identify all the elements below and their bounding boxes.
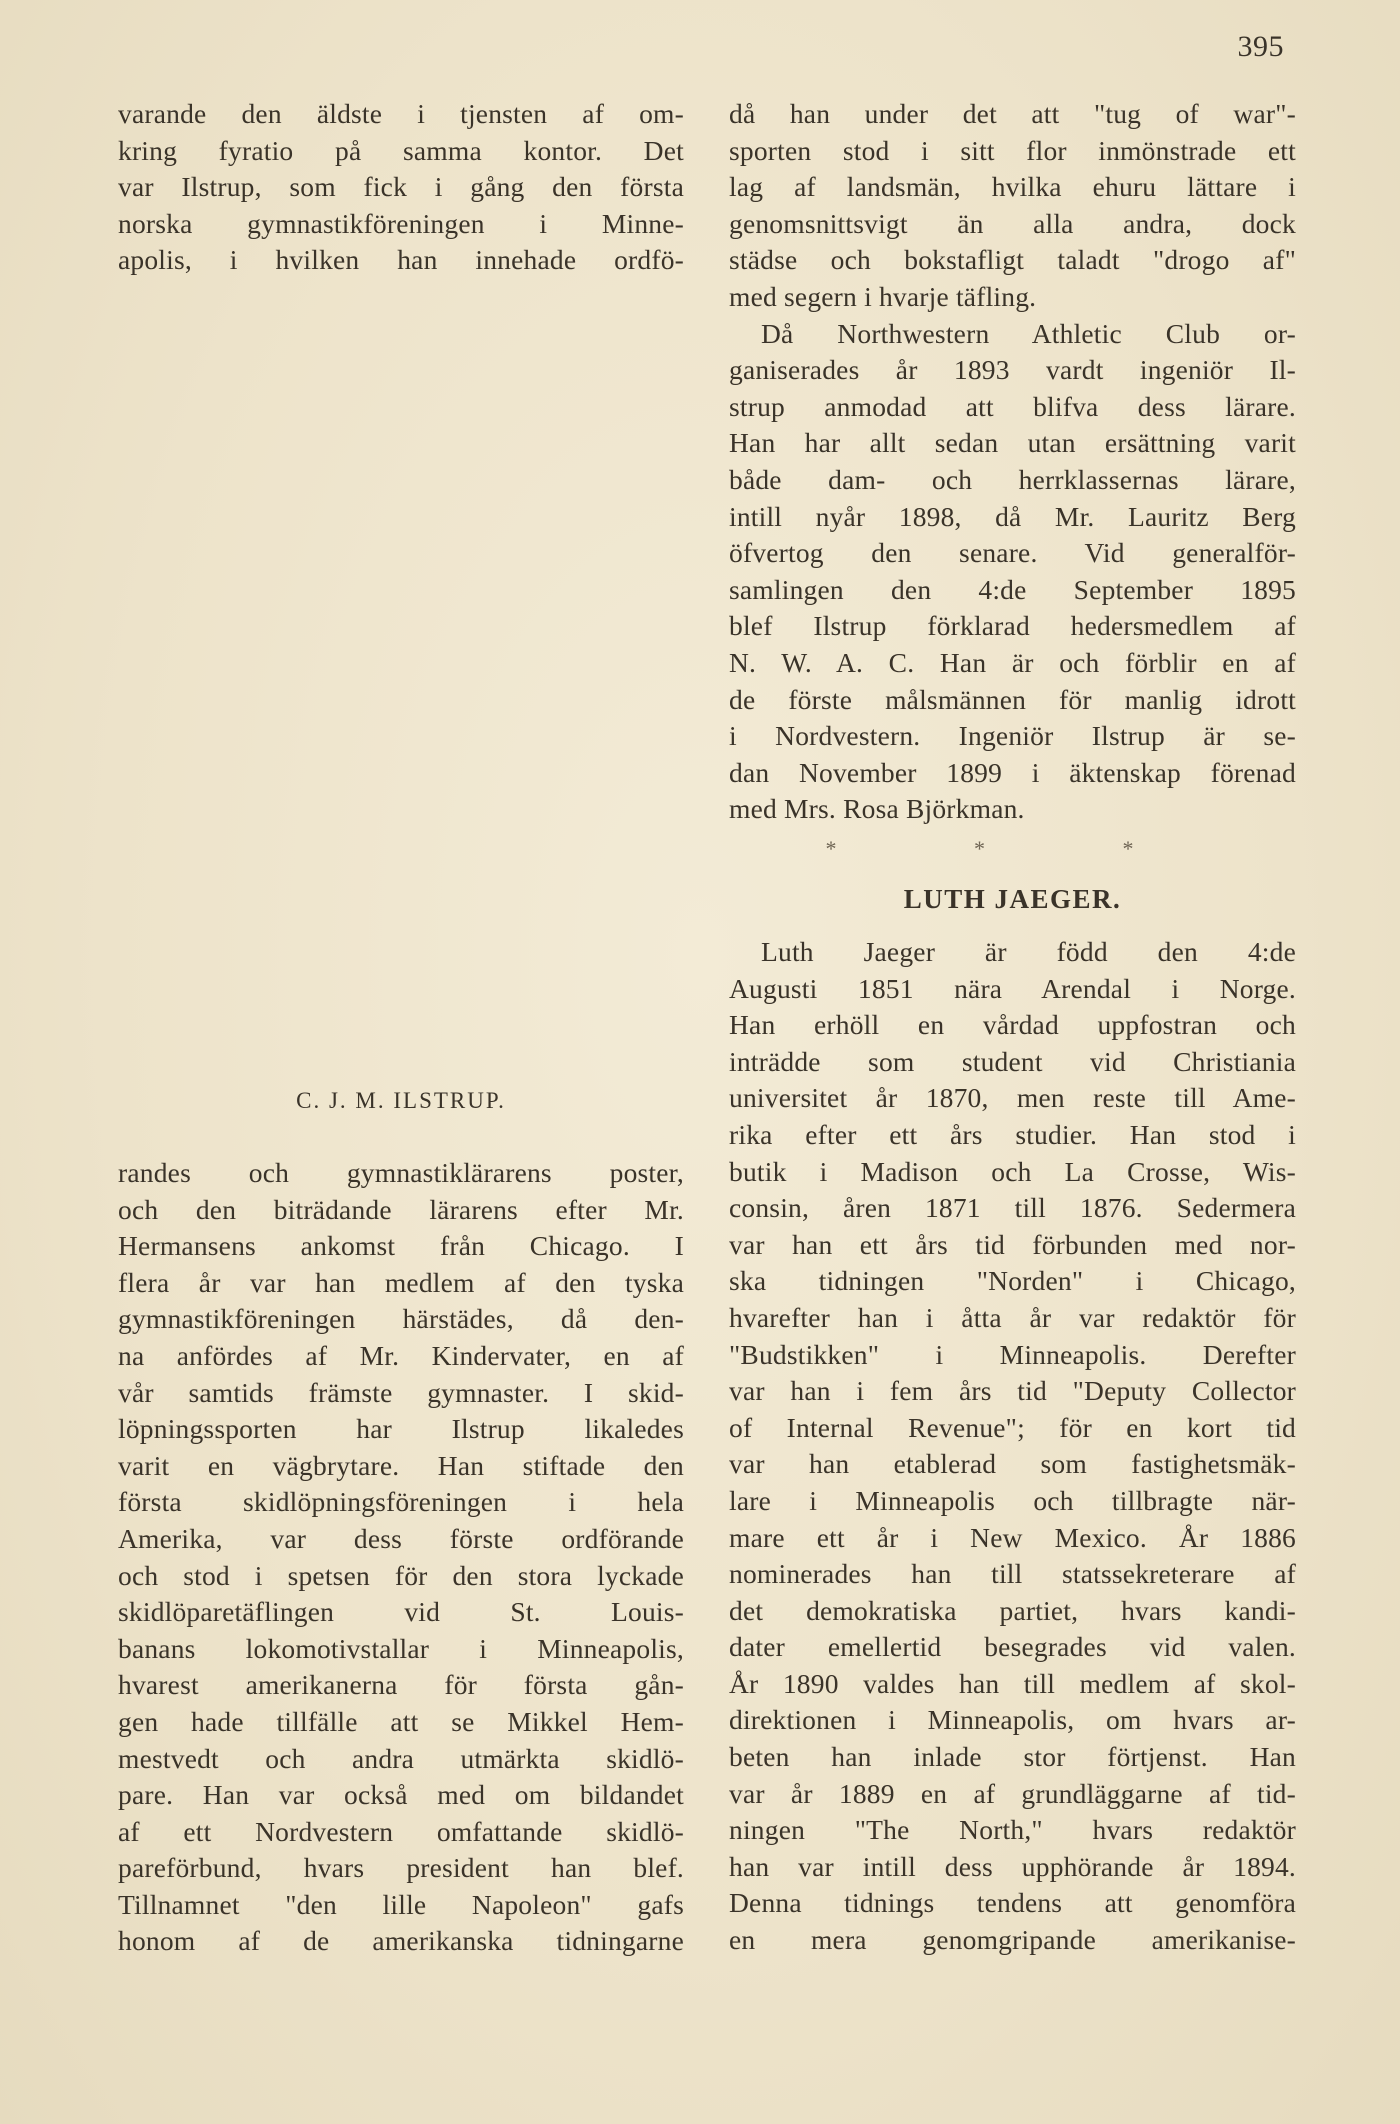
text-line: dater emellertid besegrades vid valen. <box>729 1631 1296 1663</box>
text-line: varit en vägbrytare. Han stiftade den <box>118 1449 684 1481</box>
text-line: i Nordvestern. Ingeniör Ilstrup är se- <box>729 720 1296 752</box>
text-line: första skidlöpningsföreningen i hela <box>118 1486 684 1518</box>
text-line: löpningssporten har Ilstrup likaledes <box>118 1413 684 1445</box>
text-line: gen hade tillfälle att se Mikkel Hem- <box>118 1705 684 1737</box>
text-line: öfvertog den senare. Vid generalför- <box>729 537 1296 569</box>
text-line: lag af landsmän, hvilka ehuru lättare i <box>729 171 1296 203</box>
text-line: med Mrs. Rosa Björkman. <box>729 793 1025 825</box>
text-line: na anfördes af Mr. Kindervater, en af <box>118 1339 684 1371</box>
text-line: Han erhöll en vårdad uppfostran och <box>729 1009 1296 1041</box>
text-line: beten han inlade stor förtjenst. Han <box>729 1741 1296 1773</box>
text-line: rika efter ett års studier. Han stod i <box>729 1118 1296 1150</box>
text-line: banans lokomotivstallar i Minneapolis, <box>118 1632 684 1664</box>
text-line: randes och gymnastiklärarens poster, <box>118 1157 684 1188</box>
text-line: sporten stod i sitt flor inmönstrade ett <box>729 134 1296 166</box>
left-column-top <box>118 96 684 279</box>
text-line: pareförbund, hvars president han blef. <box>118 1852 684 1884</box>
text-line: mare ett år i New Mexico. År 1886 <box>729 1521 1296 1553</box>
text-line: inträdde som student vid Christiania <box>729 1045 1296 1077</box>
left-column-bottom <box>118 1155 684 1960</box>
text-line: både dam- och herrklassernas lärare, <box>729 463 1296 495</box>
text-line: honom af de amerikanska tidningarne <box>118 1925 684 1957</box>
text-line: han var intill dess upphörande år 1894. <box>729 1850 1296 1882</box>
text-line: blef Ilstrup förklarad hedersmedlem af <box>729 610 1296 642</box>
portrait-engraving <box>142 305 682 1035</box>
text-line: kring fyratio på samma kontor. Det <box>118 134 684 166</box>
text-line: med segern i hvarje täfling. <box>729 280 1037 312</box>
text-line: var han i fem års tid "Deputy Collector <box>729 1375 1296 1407</box>
text-line: strup anmodad att blifva dess lärare. <box>729 390 1296 422</box>
text-line: direktionen i Minneapolis, om hvars ar- <box>729 1704 1296 1736</box>
text-line: hvarest amerikanerna för första gån- <box>118 1669 684 1701</box>
text-line: af ett Nordvestern omfattande skidlö- <box>118 1815 684 1847</box>
text-line: samlingen den 4:de September 1895 <box>729 573 1296 605</box>
text-line: dan November 1899 i äktenskap förenad <box>729 756 1296 788</box>
text-line: Tillnamnet "den lille Napoleon" gafs <box>118 1888 684 1920</box>
right-column-bottom <box>729 934 1296 1959</box>
text-line: vår samtids främste gymnaster. I skid- <box>118 1376 684 1408</box>
text-line: var han etablerad som fastighetsmäk- <box>729 1448 1296 1480</box>
text-line: apolis, i hvilken han innehade ordfö- <box>118 244 684 276</box>
text-line: de förste målsmännen för manlig idrott <box>729 683 1296 715</box>
text-line: N. W. A. C. Han är och förblir en af <box>729 646 1296 678</box>
text-line: och den biträdande lärarens efter Mr. <box>118 1193 684 1225</box>
text-line: of Internal Revenue"; för en kort tid <box>729 1411 1296 1443</box>
section-separator: * * * <box>825 836 1200 861</box>
text-line: Han har allt sedan utan ersättning varit <box>729 427 1296 459</box>
portrait-caption: C. J. M. ILSTRUP. <box>296 1088 506 1113</box>
text-line: mestvedt och andra utmärkta skidlö- <box>118 1742 684 1774</box>
text-line: skidlöparetäflingen vid St. Louis- <box>118 1596 684 1628</box>
text-line: Då Northwestern Athletic Club or- <box>761 317 1296 349</box>
text-line: flera år var han medlem af den tyska <box>118 1266 684 1298</box>
text-line: gymnastikföreningen härstädes, då den- <box>118 1303 684 1335</box>
text-line: hvarefter han i åtta år var redaktör för <box>729 1301 1296 1333</box>
text-line: ningen "The North," hvars redaktör <box>729 1814 1296 1846</box>
text-line: och stod i spetsen för den stora lyckade <box>118 1559 684 1591</box>
text-line: städse och bokstafligt taladt "drogo af" <box>729 244 1296 276</box>
text-line: nominerades han till statssekreterare af <box>729 1558 1296 1590</box>
text-line: var år 1889 en af grundläggarne af tid- <box>729 1777 1296 1809</box>
text-line: en mera genomgripande amerikanise- <box>729 1924 1296 1956</box>
text-line: genomsnittsvigt än alla andra, dock <box>729 207 1296 239</box>
text-line: ganiserades år 1893 vardt ingeniör Il- <box>729 354 1296 386</box>
text-line: "Budstikken" i Minneapolis. Derefter <box>729 1338 1296 1370</box>
text-line: Hermansens ankomst från Chicago. I <box>118 1230 684 1262</box>
text-line: norska gymnastikföreningen i Minne- <box>118 207 684 239</box>
text-line: då han under det att "tug of war"- <box>729 98 1296 129</box>
text-line: universitet år 1870, men reste till Ame- <box>729 1082 1296 1114</box>
text-line: lare i Minneapolis och tillbragte när- <box>729 1484 1296 1516</box>
text-line: intill nyår 1898, då Mr. Lauritz Berg <box>729 500 1296 532</box>
text-line: År 1890 valdes han till medlem af skol- <box>729 1667 1296 1699</box>
text-line: var han ett års tid förbunden med nor- <box>729 1228 1296 1260</box>
text-line: var Ilstrup, som fick i gång den första <box>118 171 684 203</box>
section-heading: LUTH JAEGER. <box>903 884 1122 914</box>
text-line: ska tidningen "Norden" i Chicago, <box>729 1265 1296 1297</box>
text-line: varande den äldste i tjensten af om- <box>118 98 684 129</box>
text-line: Amerika, var dess förste ordförande <box>118 1522 684 1554</box>
text-line: consin, åren 1871 till 1876. Sedermera <box>729 1192 1296 1224</box>
text-line: butik i Madison och La Crosse, Wis- <box>729 1155 1296 1187</box>
text-line: det demokratiska partiet, hvars kandi- <box>729 1594 1296 1626</box>
text-line: Denna tidnings tendens att genomföra <box>729 1887 1296 1919</box>
right-column-top <box>729 96 1296 828</box>
page-number: 395 <box>1237 30 1284 63</box>
text-line: pare. Han var också med om bildandet <box>118 1779 684 1811</box>
text-line: Luth Jaeger är född den 4:de <box>761 936 1296 967</box>
text-line: Augusti 1851 nära Arendal i Norge. <box>729 972 1296 1004</box>
